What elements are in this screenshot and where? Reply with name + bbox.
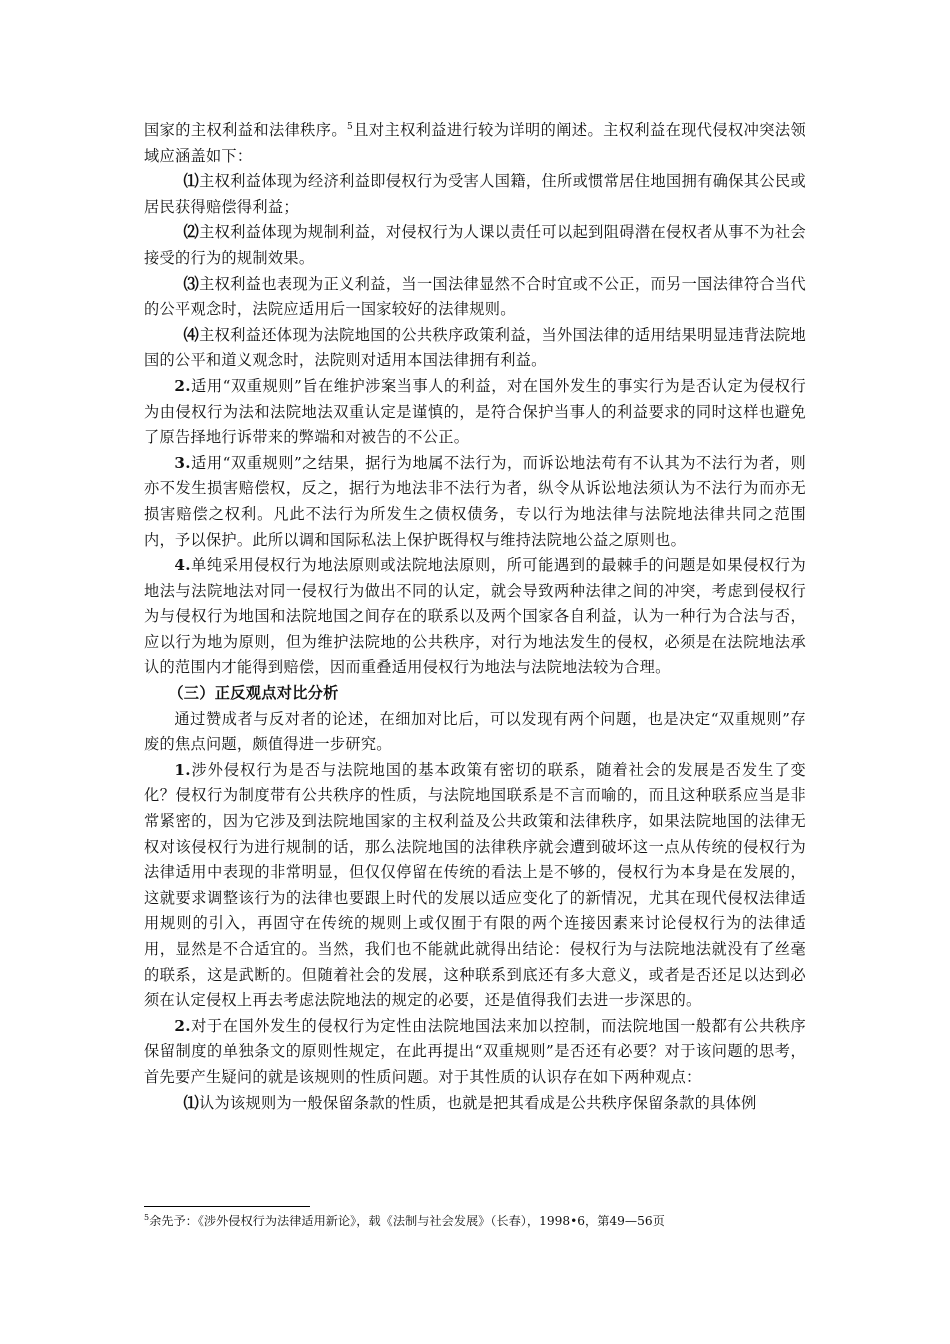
list-item — [144, 169, 806, 220]
footnote — [144, 1212, 806, 1230]
paragraph-intro — [144, 118, 806, 169]
paragraph-text: 适用“双重规则”旨在维护涉案当事人的利益，对在国外发生的事实行为是否认定为侵权行为由侵权行为法和法院地法双重认定是谨慎的，是符合保护当事人的利益要求的同时这样也避免了原告择地行诉带来的弊端和对被告的不公正。 — [144, 376, 806, 447]
paragraph-text: 单纯采用侵权行为地法原则或法院地法原则，所可能遇到的最棘手的问题是如果侵权行为地法与法院地法对同一侵权行为做出不同的认定，就会导致两种法律之间的冲突，考虑到侵权行为与侵权行为地国和法院地国之间存在的联系以及两个国家各自利益，认为一种行为合法与否，应以行为地为原则，但为维护法院地的公共秩序，对行为地法发生的侵权，必须是在法院地法承认的范围内才能得到赔偿，因而重叠适用侵权行为地法与法院地法较为合理。 — [144, 556, 806, 677]
item-text: 主权利益也表现为正义利益，当一国法律显然不合时宜或不公正，而另一国法律符合当代的公平观念时，法院应适用后一国家较好的法律规则。 — [144, 274, 806, 319]
item-number: ⑵ — [183, 223, 200, 242]
item-number: ⑷ — [183, 325, 200, 344]
list-item — [144, 220, 806, 271]
list-item — [144, 323, 806, 374]
paragraph-number: 4. — [174, 556, 191, 575]
numbered-paragraph — [144, 553, 806, 681]
item-text: 主权利益体现为规制利益，对侵权行为人课以责任可以起到阻碍潜在侵权者从事不为社会接受的行为的规制效果。 — [144, 223, 806, 267]
item-number: ⑴ — [183, 1093, 200, 1112]
body-text — [144, 118, 806, 1116]
item-text: 主权利益体现为经济利益即侵权行为受害人国籍，住所或惯常居住地国拥有确保其公民或居民获得赔偿得利益； — [144, 172, 806, 216]
paragraph-number: 3. — [174, 453, 191, 472]
paragraph-number: 2. — [174, 376, 191, 395]
footnote-reference[interactable]: 5 — [347, 121, 354, 132]
footnote-divider — [144, 1206, 310, 1207]
list-item — [144, 272, 806, 323]
footnote-text: 余先予：《涉外侵权行为法律适用新论》，载《法制与社会发展》（长春），1998•6，第49—56页 — [149, 1214, 665, 1228]
plain-paragraph: 通过赞成者与反对者的论述，在细加对比后，可以发现有两个问题，也是决定“双重规则”存废的焦点问题，颇值得进一步研究。 — [144, 709, 806, 754]
numbered-paragraph — [144, 374, 806, 451]
section-heading: （三）正反观点对比分析 — [168, 684, 339, 703]
text-run: 国家的主权利益和法律秩序。 — [144, 121, 348, 139]
item-number: ⑴ — [183, 172, 200, 191]
paragraph-number: 1. — [174, 760, 191, 779]
numbered-paragraph — [144, 451, 806, 553]
numbered-paragraph — [144, 1014, 806, 1091]
list-item — [144, 1091, 806, 1117]
paragraph-text: 对于在国外发生的侵权行为定性由法院地国法来加以控制，而法院地国一般都有公共秩序保留制度的单独条文的原则性规定，在此再提出“双重规则”是否还有必要？对于该问题的思考，首先要产生疑问的就是该规则的性质问题。对于其性质的认识存在如下两种观点： — [144, 1016, 806, 1086]
item-text: 认为该规则为一般保留条款的性质，也就是把其看成是公共秩序保留条款的具体例 — [199, 1093, 757, 1112]
paragraph-text: 适用“双重规则”之结果，据行为地属不法行为，而诉讼地法苟有不认其为不法行为者，则亦不发生损害赔偿权，反之，据行为地法非不法行为者，纵令从诉讼地法须认为不法行为而亦无损害赔偿之权利。凡此不法行为所发生之债权债务，专以行为地法律与法院地法律共同之范围内，予以保护。此所以调和国际私法上保护既得权与维持法院地公益之原则也。 — [144, 453, 806, 549]
item-number: ⑶ — [183, 274, 200, 293]
item-text: 主权利益还体现为法院地国的公共秩序政策利益，当外国法律的适用结果明显违背法院地国的公平和道义观念时，法院则对适用本国法律拥有利益。 — [144, 325, 806, 370]
paragraph-number: 2. — [174, 1016, 191, 1035]
numbered-paragraph — [144, 758, 806, 1014]
text-run: 且对主权利益进行较为详明的阐述。主权利益在现代侵权冲突法领域应涵盖如下： — [144, 121, 807, 165]
paragraph-text: 涉外侵权行为是否与法院地国的基本政策有密切的联系，随着社会的发展是否发生了变化？侵权行为制度带有公共秩序的性质，与法院地国联系是不言而喻的，而且这种联系应当是非常紧密的，因为它涉及到法院地国家的主权利益及公共政策和法律秩序，如果法院地国的法律无权对该侵权行为进行规制的话，那么法院地国的法律秩序就会遭到破坏这一点从传统的侵权行为法律适用中表现的非常明显，但仅仅停留在传统的看法上是不够的，侵权行为本身是在发展的，这就要求调整该行为的法律也要跟上时代的发展以适应变化了的新情况，尤其在现代侵权法律适用规则的引入，再固守在传统的规则上或仅囿于有限的两个连接因素来讨论侵权行为的法律适用，显然是不合适宜的。当然，我们也不能就此就得出结论：侵权行为与法院地法就没有了丝毫的联系，这是武断的。但随着社会的发展，这种联系到底还有多大意义，或者是否还足以达到必须在认定侵权上再去考虑法院地法的规定的必要，还是值得我们去进一步深思的。 — [144, 760, 806, 1010]
footnote-mark: 5 — [144, 1212, 150, 1222]
